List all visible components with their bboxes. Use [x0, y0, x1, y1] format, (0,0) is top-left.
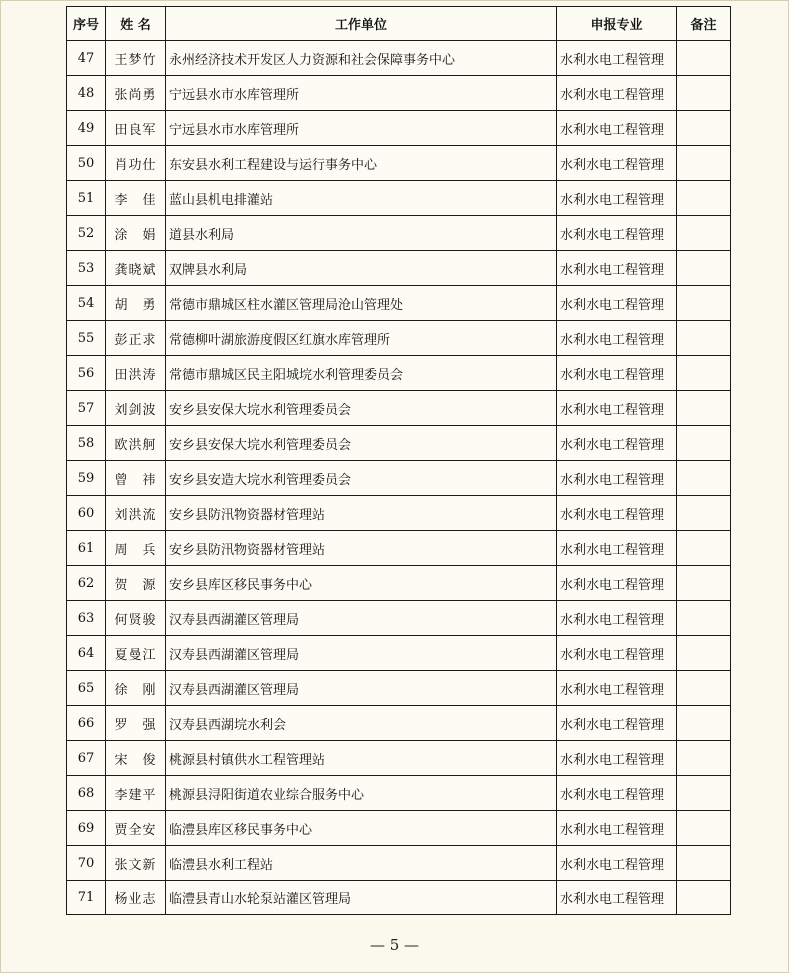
cell-name: 肖功仕	[106, 146, 166, 181]
cell-unit: 道县水利局	[166, 216, 557, 251]
table-row	[67, 741, 731, 776]
cell-no: 48	[67, 76, 106, 111]
cell-major: 水利水电工程管理	[557, 636, 677, 671]
cell-major: 水利水电工程管理	[557, 391, 677, 426]
cell-unit: 桃源县村镇供水工程管理站	[166, 741, 557, 776]
cell-unit: 双牌县水利局	[166, 251, 557, 286]
cell-no: 59	[67, 461, 106, 496]
cell-major: 水利水电工程管理	[557, 566, 677, 601]
cell-name: 王梦竹	[106, 41, 166, 76]
cell-no: 54	[67, 286, 106, 321]
cell-name: 田良军	[106, 111, 166, 146]
cell-major: 水利水电工程管理	[557, 706, 677, 741]
cell-remark	[677, 881, 731, 915]
cell-name: 罗 强	[106, 706, 166, 741]
cell-major: 水利水电工程管理	[557, 321, 677, 356]
header-unit: 工作单位	[166, 7, 557, 41]
cell-no: 53	[67, 251, 106, 286]
cell-major: 水利水电工程管理	[557, 846, 677, 881]
cell-name: 何贤骏	[106, 601, 166, 636]
cell-name: 田洪涛	[106, 356, 166, 391]
table-row	[67, 636, 731, 671]
cell-no: 51	[67, 181, 106, 216]
cell-remark	[677, 531, 731, 566]
cell-no: 69	[67, 811, 106, 846]
table-row	[67, 286, 731, 321]
table-row	[67, 881, 731, 915]
cell-remark	[677, 146, 731, 181]
cell-name: 刘剑波	[106, 391, 166, 426]
table-row	[67, 846, 731, 881]
cell-remark	[677, 216, 731, 251]
cell-major: 水利水电工程管理	[557, 356, 677, 391]
cell-no: 64	[67, 636, 106, 671]
table-row	[67, 811, 731, 846]
cell-major: 水利水电工程管理	[557, 881, 677, 915]
cell-name: 彭正求	[106, 321, 166, 356]
cell-no: 55	[67, 321, 106, 356]
cell-no: 68	[67, 776, 106, 811]
cell-major: 水利水电工程管理	[557, 531, 677, 566]
cell-unit: 常德柳叶湖旅游度假区红旗水库管理所	[166, 321, 557, 356]
cell-major: 水利水电工程管理	[557, 216, 677, 251]
cell-name: 贾全安	[106, 811, 166, 846]
cell-no: 67	[67, 741, 106, 776]
cell-major: 水利水电工程管理	[557, 181, 677, 216]
cell-major: 水利水电工程管理	[557, 741, 677, 776]
cell-remark	[677, 76, 731, 111]
table-row	[67, 41, 731, 76]
cell-remark	[677, 671, 731, 706]
cell-unit: 宁远县水市水库管理所	[166, 111, 557, 146]
table-row	[67, 146, 731, 181]
cell-name: 宋 俊	[106, 741, 166, 776]
cell-no: 49	[67, 111, 106, 146]
table-row	[67, 181, 731, 216]
table-row	[67, 216, 731, 251]
cell-remark	[677, 181, 731, 216]
table-row	[67, 426, 731, 461]
cell-unit: 蓝山县机电排灌站	[166, 181, 557, 216]
cell-unit: 永州经济技术开发区人力资源和社会保障事务中心	[166, 41, 557, 76]
cell-name: 张尚勇	[106, 76, 166, 111]
cell-major: 水利水电工程管理	[557, 496, 677, 531]
cell-no: 65	[67, 671, 106, 706]
cell-major: 水利水电工程管理	[557, 426, 677, 461]
cell-no: 71	[67, 881, 106, 915]
table-row	[67, 111, 731, 146]
cell-no: 66	[67, 706, 106, 741]
cell-unit: 常德市鼎城区民主阳城垸水利管理委员会	[166, 356, 557, 391]
cell-unit: 桃源县浔阳街道农业综合服务中心	[166, 776, 557, 811]
cell-major: 水利水电工程管理	[557, 76, 677, 111]
cell-remark	[677, 741, 731, 776]
cell-remark	[677, 776, 731, 811]
cell-unit: 安乡县安保大垸水利管理委员会	[166, 391, 557, 426]
cell-no: 52	[67, 216, 106, 251]
cell-no: 57	[67, 391, 106, 426]
cell-name: 刘洪流	[106, 496, 166, 531]
page-number: — 5 —	[369, 936, 420, 954]
cell-remark	[677, 706, 731, 741]
cell-name: 夏曼江	[106, 636, 166, 671]
cell-unit: 汉寿县西湖灌区管理局	[166, 636, 557, 671]
cell-remark	[677, 391, 731, 426]
cell-major: 水利水电工程管理	[557, 671, 677, 706]
cell-name: 李 佳	[106, 181, 166, 216]
cell-remark	[677, 321, 731, 356]
cell-unit: 汉寿县西湖灌区管理局	[166, 671, 557, 706]
header-remark: 备注	[677, 7, 731, 41]
cell-name: 周 兵	[106, 531, 166, 566]
cell-unit: 宁远县水市水库管理所	[166, 76, 557, 111]
cell-unit: 临澧县水利工程站	[166, 846, 557, 881]
cell-major: 水利水电工程管理	[557, 251, 677, 286]
table-row	[67, 776, 731, 811]
table-body	[67, 41, 731, 915]
cell-no: 63	[67, 601, 106, 636]
cell-no: 47	[67, 41, 106, 76]
cell-no: 50	[67, 146, 106, 181]
cell-major: 水利水电工程管理	[557, 461, 677, 496]
header-major: 申报专业	[557, 7, 677, 41]
cell-name: 胡 勇	[106, 286, 166, 321]
header-name: 姓 名	[106, 7, 166, 41]
cell-remark	[677, 286, 731, 321]
cell-unit: 安乡县防汛物资器材管理站	[166, 531, 557, 566]
cell-major: 水利水电工程管理	[557, 41, 677, 76]
cell-remark	[677, 811, 731, 846]
cell-remark	[677, 356, 731, 391]
cell-name: 张文新	[106, 846, 166, 881]
cell-unit: 安乡县安保大垸水利管理委员会	[166, 426, 557, 461]
cell-name: 徐 刚	[106, 671, 166, 706]
cell-name: 杨业志	[106, 881, 166, 915]
cell-name: 涂 娟	[106, 216, 166, 251]
cell-unit: 安乡县安造大垸水利管理委员会	[166, 461, 557, 496]
cell-no: 70	[67, 846, 106, 881]
cell-remark	[677, 636, 731, 671]
table-row	[67, 356, 731, 391]
table-row	[67, 531, 731, 566]
cell-major: 水利水电工程管理	[557, 111, 677, 146]
personnel-table	[66, 6, 731, 915]
table-row	[67, 496, 731, 531]
header-no: 序号	[67, 7, 106, 41]
cell-unit: 临澧县库区移民事务中心	[166, 811, 557, 846]
cell-unit: 汉寿县西湖灌区管理局	[166, 601, 557, 636]
cell-no: 62	[67, 566, 106, 601]
table-row	[67, 321, 731, 356]
cell-major: 水利水电工程管理	[557, 146, 677, 181]
table-row	[67, 601, 731, 636]
table-row	[67, 391, 731, 426]
cell-name: 欧洪舸	[106, 426, 166, 461]
table-row	[67, 706, 731, 741]
cell-unit: 临澧县青山水轮泵站灌区管理局	[166, 881, 557, 915]
cell-no: 58	[67, 426, 106, 461]
table-row	[67, 76, 731, 111]
table-row	[67, 671, 731, 706]
cell-remark	[677, 566, 731, 601]
cell-major: 水利水电工程管理	[557, 601, 677, 636]
cell-major: 水利水电工程管理	[557, 776, 677, 811]
cell-unit: 常德市鼎城区柱水灌区管理局沧山管理处	[166, 286, 557, 321]
cell-major: 水利水电工程管理	[557, 286, 677, 321]
cell-name: 曾 祎	[106, 461, 166, 496]
cell-remark	[677, 601, 731, 636]
cell-no: 61	[67, 531, 106, 566]
cell-remark	[677, 496, 731, 531]
cell-name: 贺 源	[106, 566, 166, 601]
cell-remark	[677, 461, 731, 496]
table-row	[67, 461, 731, 496]
table-row	[67, 251, 731, 286]
cell-remark	[677, 111, 731, 146]
cell-unit: 汉寿县西湖垸水利会	[166, 706, 557, 741]
cell-remark	[677, 41, 731, 76]
table-header-row	[67, 7, 731, 41]
cell-no: 60	[67, 496, 106, 531]
cell-unit: 安乡县防汛物资器材管理站	[166, 496, 557, 531]
cell-name: 龚晓斌	[106, 251, 166, 286]
cell-remark	[677, 846, 731, 881]
cell-remark	[677, 251, 731, 286]
cell-unit: 东安县水利工程建设与运行事务中心	[166, 146, 557, 181]
cell-remark	[677, 426, 731, 461]
cell-no: 56	[67, 356, 106, 391]
cell-unit: 安乡县库区移民事务中心	[166, 566, 557, 601]
cell-major: 水利水电工程管理	[557, 811, 677, 846]
table-row	[67, 566, 731, 601]
cell-name: 李建平	[106, 776, 166, 811]
